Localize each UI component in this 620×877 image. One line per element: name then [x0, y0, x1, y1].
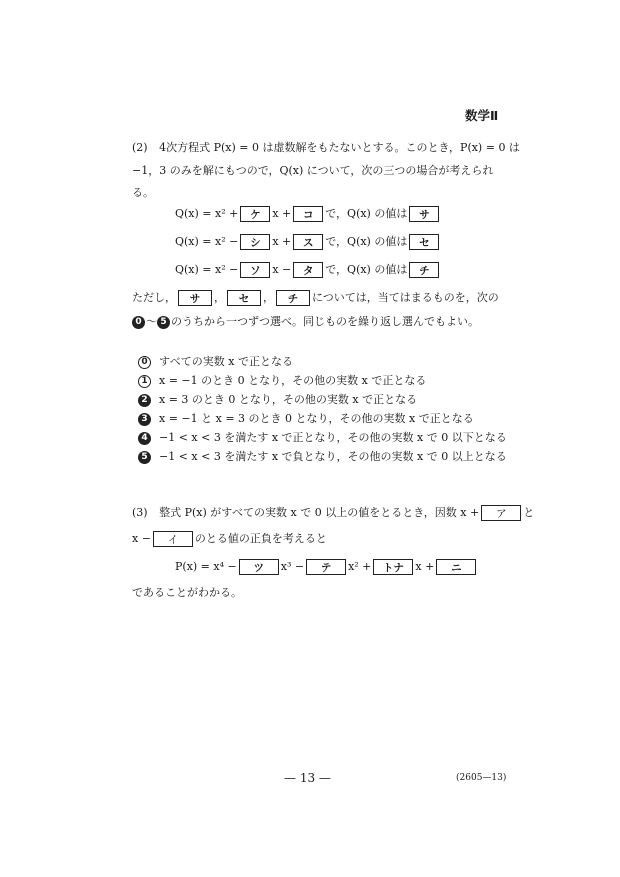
- option-1-text: x = −1 のとき 0 となり，その他の実数 x で正となる: [159, 374, 427, 387]
- page-number: — 13 —: [284, 771, 331, 785]
- answer-box-su[interactable]: ス: [293, 234, 323, 250]
- exam-code: (2605—13): [456, 773, 507, 783]
- note-post: については，当てはまるものを，次の: [312, 291, 499, 304]
- q2-note-line2: [132, 314, 479, 330]
- answer-box-te[interactable]: テ: [306, 559, 346, 575]
- case3-mid: x −: [272, 263, 292, 276]
- q2-case-1: [175, 206, 441, 222]
- answer-box-tsu[interactable]: ツ: [239, 559, 279, 575]
- case3-pre: Q(x) = x² −: [175, 263, 239, 276]
- range-tilde: 〜: [146, 315, 157, 328]
- option-0[interactable]: [138, 352, 507, 371]
- q2-case-2: [175, 234, 441, 250]
- eq-pre: P(x) = x⁴ −: [175, 560, 237, 573]
- eq-term3: x +: [415, 560, 435, 573]
- option-2[interactable]: [138, 390, 507, 409]
- q2-case-3: [175, 262, 441, 278]
- q3-conclusion: であることがわかる。: [132, 586, 242, 599]
- answer-box-shi[interactable]: シ: [240, 234, 270, 250]
- option-3-number: 3: [138, 413, 151, 426]
- q3-line2-post: のとる値の正負を考えると: [194, 532, 327, 545]
- range-start-marker: 0: [132, 316, 145, 329]
- case2-post: で，Q(x) の値は: [325, 235, 408, 248]
- case1-pre: Q(x) = x² +: [175, 207, 239, 220]
- option-1[interactable]: [138, 371, 507, 390]
- answer-box-ke[interactable]: ケ: [240, 206, 270, 222]
- answer-box-tona[interactable]: トナ: [373, 559, 413, 575]
- answer-box-chi[interactable]: チ: [409, 262, 439, 278]
- option-2-number: 2: [138, 394, 151, 407]
- option-4-text: −1 < x < 3 を満たす x で正となり，その他の実数 x で 0 以下となる: [159, 431, 507, 444]
- answer-box-sa[interactable]: サ: [409, 206, 439, 222]
- eq-term1: x³ −: [280, 560, 305, 573]
- option-2-text: x = 3 のとき 0 となり，その他の実数 x で正となる: [159, 393, 418, 406]
- case3-post: で，Q(x) の値は: [325, 263, 408, 276]
- option-5-number: 5: [138, 451, 151, 464]
- option-5-text: −1 < x < 3 を満たす x で負となり，その他の実数 x で 0 以上となる: [159, 450, 507, 463]
- case1-post: で，Q(x) の値は: [325, 207, 408, 220]
- q3-line1-text: 整式 P(x) がすべての実数 x で 0 以上の値をとるとき，因数 x +: [159, 506, 480, 519]
- note-sep-2: ，: [263, 291, 274, 304]
- answer-box-a[interactable]: ア: [481, 505, 521, 521]
- note-box-sa[interactable]: サ: [178, 290, 212, 306]
- note-line2-text: のうちから一つずつ選べ。同じものを繰り返し選んでもよい。: [171, 315, 479, 328]
- case2-pre: Q(x) = x² −: [175, 235, 239, 248]
- note-pre: ただし，: [132, 291, 176, 304]
- answer-box-ko[interactable]: コ: [293, 206, 323, 222]
- q3-line1: [132, 505, 534, 521]
- q2-intro-text1: 4次方程式 P(x) = 0 は虚数解をもたないとする。このとき，P(x) = 0 は: [159, 141, 520, 154]
- note-box-chi[interactable]: チ: [276, 290, 310, 306]
- answer-box-ni[interactable]: ニ: [436, 559, 476, 575]
- option-1-number: 1: [138, 375, 151, 388]
- option-3[interactable]: [138, 409, 507, 428]
- q3-number: (3): [132, 506, 148, 519]
- note-sep-1: ，: [214, 291, 225, 304]
- case2-mid: x +: [272, 235, 292, 248]
- q2-note-line1: [132, 290, 499, 306]
- q2-number: (2): [132, 141, 148, 154]
- option-4[interactable]: [138, 428, 507, 447]
- subject-header: 数学Ⅱ: [465, 108, 499, 123]
- answer-box-ta[interactable]: タ: [293, 262, 323, 278]
- q3-line1-post: と: [523, 506, 535, 519]
- option-0-number: 0: [138, 356, 151, 369]
- options-list: [138, 352, 507, 466]
- q3-line2: [132, 531, 327, 547]
- q3-line2-pre: x −: [132, 532, 151, 545]
- q3-equation: [175, 559, 478, 575]
- eq-term2: x² +: [348, 560, 372, 573]
- option-3-text: x = −1 と x = 3 のとき 0 となり，その他の実数 x で正となる: [159, 412, 474, 425]
- option-5[interactable]: [138, 447, 507, 466]
- answer-box-se[interactable]: セ: [409, 234, 439, 250]
- q2-intro-line2: −1，3 のみを解にもつので，Q(x) について，次の三つの場合が考えられ: [132, 164, 494, 177]
- answer-box-so[interactable]: ソ: [240, 262, 270, 278]
- range-end-marker: 5: [157, 316, 170, 329]
- note-box-se[interactable]: セ: [227, 290, 261, 306]
- option-4-number: 4: [138, 432, 151, 445]
- case1-mid: x +: [272, 207, 292, 220]
- q2-intro-line3: る。: [132, 186, 154, 199]
- q2-intro-line1: [132, 140, 520, 156]
- answer-box-i[interactable]: イ: [153, 531, 193, 547]
- option-0-text: すべての実数 x で正となる: [159, 355, 293, 368]
